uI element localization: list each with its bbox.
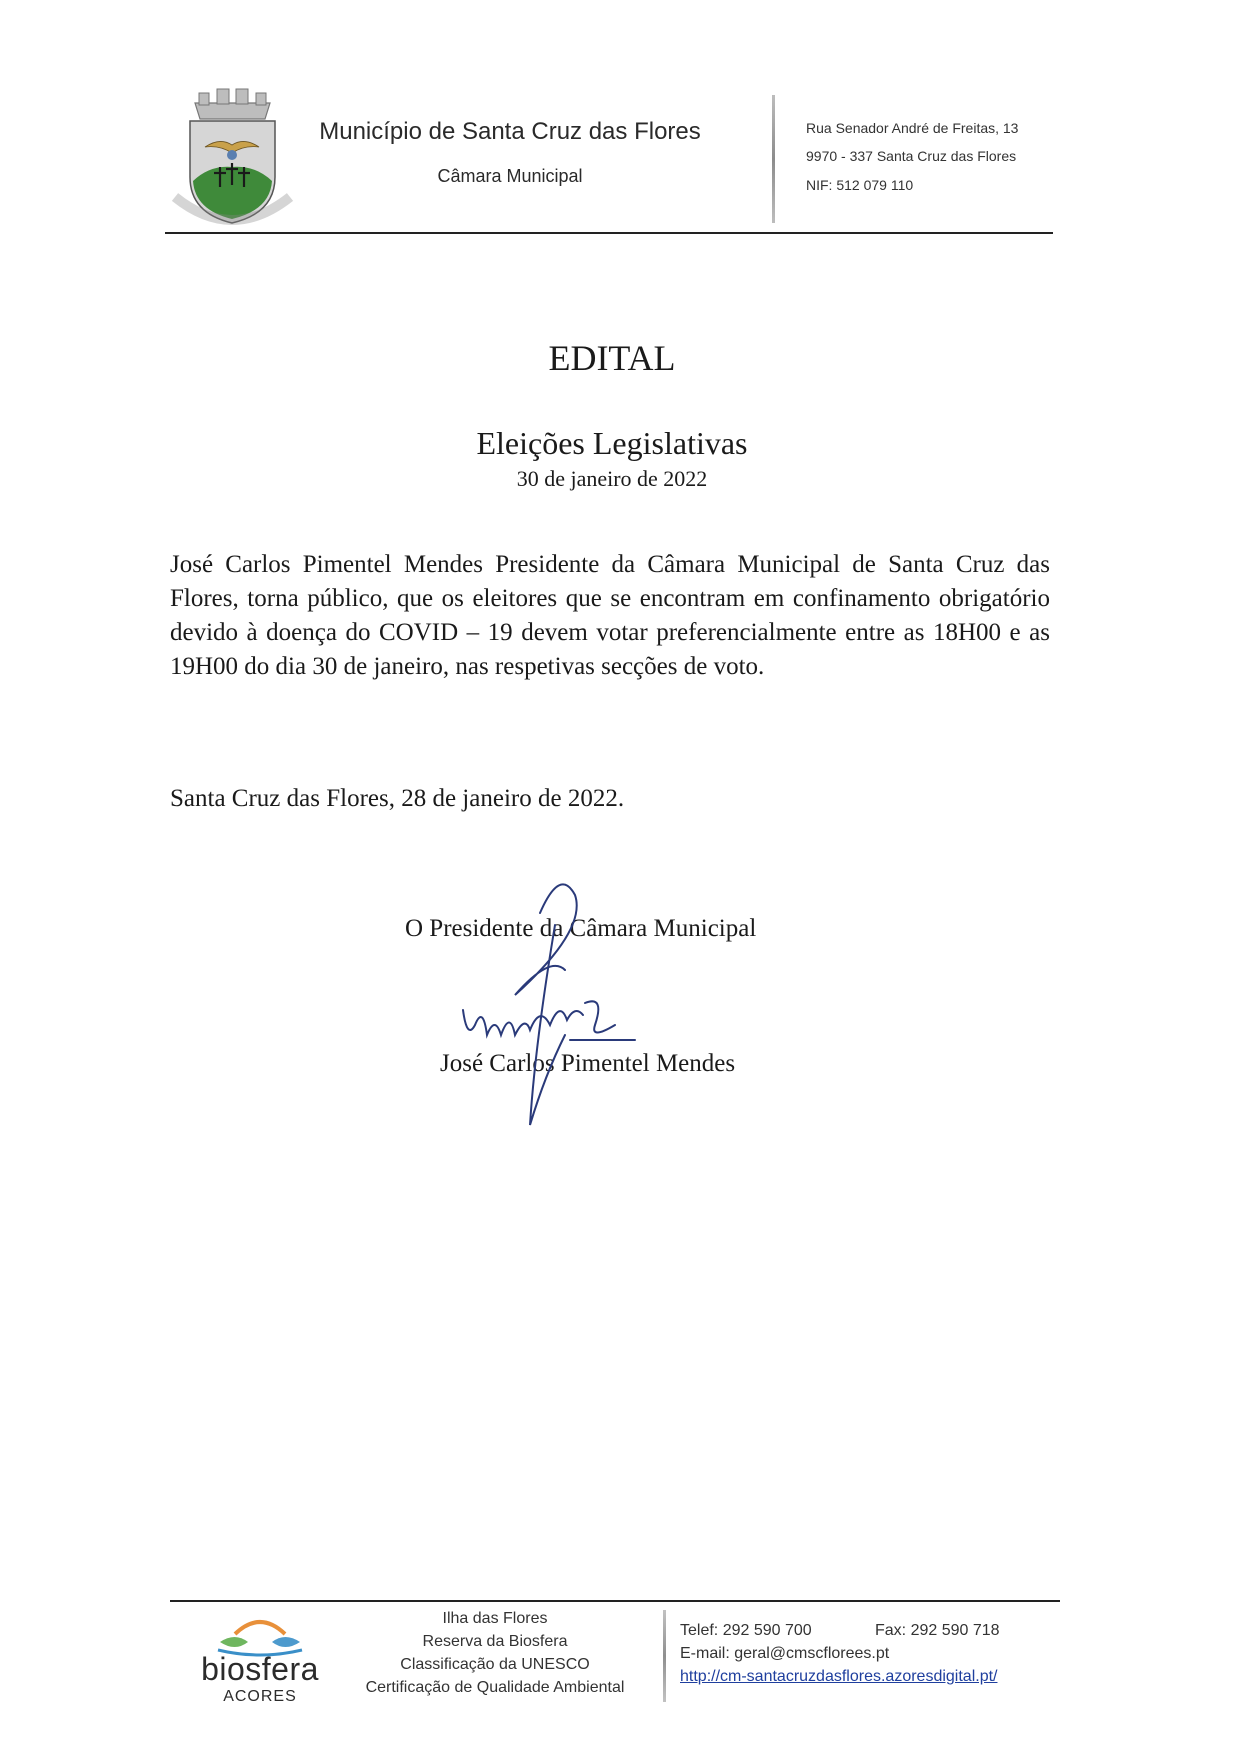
election-date: 30 de janeiro de 2022	[516, 466, 708, 491]
footer-certification: Certificação de Qualidade Ambiental	[365, 1679, 625, 1696]
footer-biosphere: Reserva da Biosfera	[422, 1633, 568, 1650]
address-nif: NIF: 512 079 110	[806, 177, 914, 193]
document-subtitle: Eleições Legislativas	[476, 425, 748, 461]
contact-phone: Telef: 292 590 700	[680, 1622, 812, 1639]
council-name: Câmara Municipal	[437, 166, 583, 186]
biosfera-wordmark: biosfera	[201, 1651, 319, 1687]
footer-divider	[663, 1610, 666, 1702]
footer-rule	[170, 1600, 1060, 1602]
document-title: EDITAL	[548, 338, 676, 378]
municipality-name: Município de Santa Cruz das Flores	[319, 118, 701, 145]
footer-unesco: Classificação da UNESCO	[400, 1656, 590, 1673]
address-street: Rua Senador André de Freitas, 13	[806, 120, 1019, 136]
website-link[interactable]: http://cm-santacruzdasflores.azoresdigital.pt/	[680, 1668, 998, 1685]
footer-island: Ilha das Flores	[442, 1610, 548, 1627]
signatory-name: José Carlos Pimentel Mendes	[440, 1050, 736, 1077]
handwritten-signature	[455, 875, 680, 1165]
biosfera-region: ACORES	[223, 1688, 297, 1705]
header-divider	[772, 95, 775, 223]
header-rule	[165, 232, 1053, 234]
place-and-date: Santa Cruz das Flores, 28 de janeiro de 2022.	[170, 785, 625, 812]
signatory-role: O Presidente da Câmara Municipal	[405, 915, 757, 942]
notice-body: José Carlos Pimentel Mendes Presidente da Câmara Municipal de Santa Cruz das Flores, torna público, que os eleitores que se encontram em confinamento obrigatório devido à doença do COVID – 19 devem votar preferencialmente entre as 18H00 e as 19H00 do dia 30 de janeiro, nas respetivas secções de voto.	[170, 551, 1050, 680]
contact-fax: Fax: 292 590 718	[875, 1622, 1000, 1639]
municipal-crest-logo	[165, 85, 300, 235]
contact-email: E-mail: geral@cmscflorees.pt	[680, 1645, 890, 1662]
address-postal: 9970 - 337 Santa Cruz das Flores	[806, 148, 1017, 164]
